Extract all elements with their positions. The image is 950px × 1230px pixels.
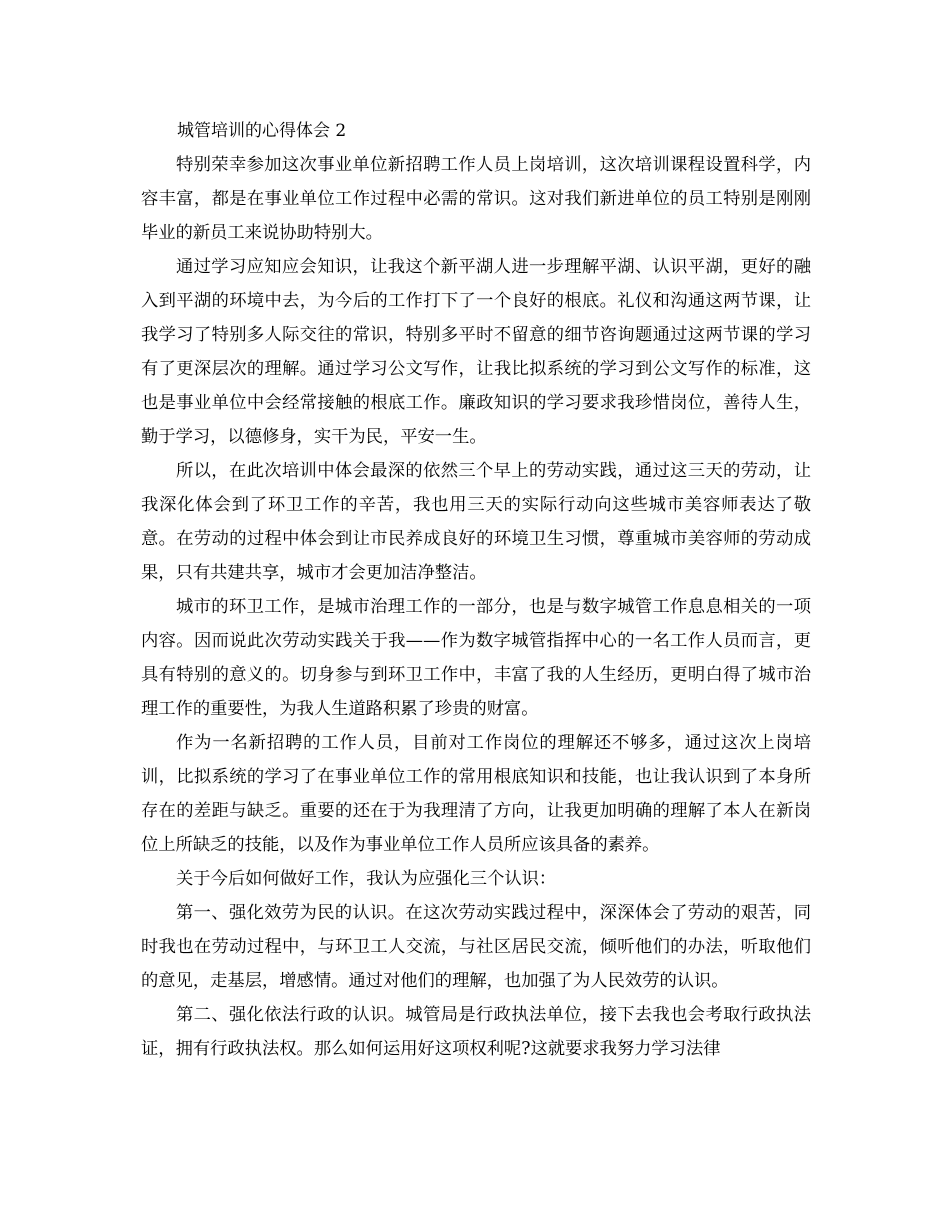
paragraph-5: 作为一名新招聘的工作人员，目前对工作岗位的理解还不够多，通过这次上岗培训，比拟系统的学习了在事业单位工作的常用根底知识和技能，也让我认识到了本身所存在的差距与缺乏。重要的还在于为我理清了方向，让我更加明确的理解了本人在新岗位上所缺乏的技能，以及作为事业单位工作人员所应该具备的素养。 — [141, 733, 811, 855]
paragraph-3: 所以，在此次培训中体会最深的依然三个早上的劳动实践，通过这三天的劳动，让我深化体会到了环卫工作的辛苦，我也用三天的实际行动向这些城市美容师表达了敬意。在劳动的过程中体会到让市民养成良好的环境卫生习惯，尊重城市美容师的劳动成果，只有共建共享，城市才会更加洁净整洁。 — [141, 461, 811, 583]
paragraph-6: 关于今后如何做好工作，我认为应强化三个认识： — [176, 869, 557, 889]
document-body — [141, 114, 811, 1066]
paragraph-1: 特别荣幸参加这次事业单位新招聘工作人员上岗培训，这次培训课程设置科学，内容丰富，都是在事业单位工作过程中必需的常识。这对我们新进单位的员工特别是刚刚毕业的新员工来说协助特别大。 — [141, 155, 811, 243]
paragraph-7: 第一、强化效劳为民的认识。在这次劳动实践过程中，深深体会了劳动的艰苦，同时我也在劳动过程中，与环卫工人交流，与社区居民交流，倾听他们的办法，听取他们的意见，走基层，增感情。通过对他们的理解，也加强了为人民效劳的认识。 — [141, 903, 811, 991]
paragraph-2: 通过学习应知应会知识，让我这个新平湖人进一步理解平湖、认识平湖，更好的融入到平湖的环境中去，为今后的工作打下了一个良好的根底。礼仪和沟通这两节课，让我学习了特别多人际交往的常识，特别多平时不留意的细节咨询题通过这两节课的学习有了更深层次的理解。通过学习公文写作，让我比拟系统的学习到公文写作的标准，这也是事业单位中会经常接触的根底工作。廉政知识的学习要求我珍惜岗位，善待人生，勤于学习，以德修身，实干为民，平安一生。 — [141, 257, 811, 447]
document-title: 城管培训的心得体会 2 — [177, 121, 347, 141]
paragraph-4: 城市的环卫工作，是城市治理工作的一部分，也是与数字城管工作息息相关的一项内容。因而说此次劳动实践关于我——作为数字城管指挥中心的一名工作人员而言，更具有特别的意义的。切身参与到环卫工作中，丰富了我的人生经历，更明白得了城市治理工作的重要性，为我人生道路积累了珍贵的财富。 — [141, 597, 811, 719]
paragraph-8: 第二、强化依法行政的认识。城管局是行政执法单位，接下去我也会考取行政执法证，拥有行政执法权。那么如何运用好这项权利呢?这就要求我努力学习法律 — [141, 1005, 811, 1059]
